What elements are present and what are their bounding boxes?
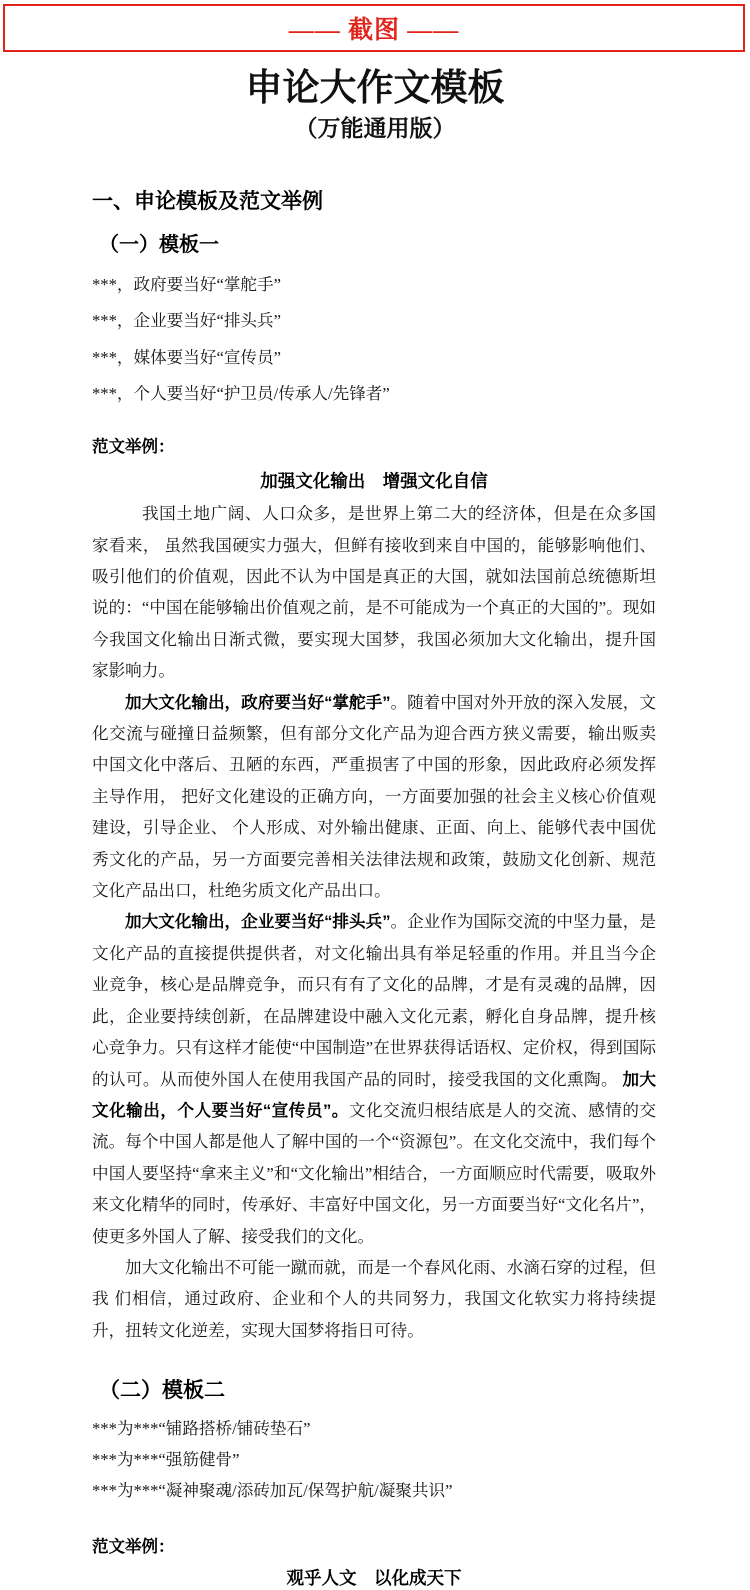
paragraph-bold-lead: 加大文化输出，企业要当好“排头兵” bbox=[125, 912, 391, 932]
doc-body bbox=[0, 188, 750, 1590]
section2-template-lines bbox=[92, 1413, 656, 1506]
paragraph-text: 。企业作为国际交流的中坚力量，是 文化产品的直接提供提供者，对文化输出具有举足轻重的作用。并且当今企业竞争，核心是品牌竞争，而只有有了文化的品牌，才是有灵魂的品牌，因此，企业要持续创新，在品牌建设中融入文化元素，孵化自身品牌，提升核心竞争力。只有这样才能使“中国制造”在世界获得话语权、定价权，得到国际的认可。从而使外国人在使用我国产品的同时，接受我国的文化熏陶。 bbox=[92, 912, 656, 1089]
section1-heading: 一、申论模板及范文举例 bbox=[92, 190, 323, 213]
template-line: ***，企业要当好“排头兵” bbox=[92, 311, 281, 331]
template-line: ***，个人要当好“护卫员/传承人/先锋者” bbox=[92, 383, 390, 403]
template-line: ***，政府要当好“掌舵手” bbox=[92, 275, 281, 294]
paragraph-bold-lead: 加大文化输出，政府要当好“掌舵手” bbox=[125, 692, 391, 712]
section2-heading: （二）模板二 bbox=[99, 1379, 225, 1403]
paragraph-text: 文化交流归根结底是人的交流、感情的交流。每个中国人都是他人了解中国的一个“资源包”。在文化交流中，我们每个中国人要坚持“拿来主义”和“文化输出”相结合，一方面顺应时代需要，吸取外来文化精华的同时，传承好、丰富好中国文化，另一方面要当好“文化名片”，使更多外国人了解、接受我们的文化。 bbox=[92, 1100, 657, 1246]
paragraph-text: 加大文化输出不可能一蹴而就，而是一个春风化雨、水滴石穿的过程，但我 们相信，通过政府、企业和个人的共同努力，我国文化软实力将持续提升，扭转文化逆差，实现大国梦将指日可待。 bbox=[92, 1257, 656, 1340]
section1-example-label: 范文举例： bbox=[92, 438, 175, 457]
doc-title: 申论大作文模板 bbox=[245, 68, 505, 109]
section1-subheading: （一）模板一 bbox=[99, 234, 219, 256]
template-line: ***，媒体要当好“宣传员” bbox=[92, 347, 281, 367]
essay2-title: 观乎人文 以化成天下 bbox=[286, 1568, 462, 1589]
essay-paragraph bbox=[92, 906, 656, 1251]
essay1-title: 加强文化输出 增强文化自信 bbox=[260, 471, 488, 492]
template-line: ***为***“强筋健骨” bbox=[92, 1450, 240, 1470]
template-line: ***为***“凝神聚魂/添砖加瓦/保驾护航/凝聚共识” bbox=[92, 1481, 453, 1501]
banner-label: —— 截图 —— bbox=[288, 17, 460, 44]
section1-template-lines bbox=[92, 267, 656, 412]
essay-paragraph bbox=[92, 1252, 656, 1346]
doc-subtitle: （万能通用版） bbox=[294, 116, 456, 141]
paragraph-bold-lead: 加大文化输出，个人要当好“宣传员”。 bbox=[92, 1069, 656, 1120]
screenshot-banner bbox=[3, 4, 745, 52]
template-line: ***为***“铺路搭桥/铺砖垫石” bbox=[92, 1419, 311, 1439]
essay-paragraph bbox=[92, 687, 656, 907]
paragraph-text: 我国土地广阔、人口众多，是世界上第二大的经济体，但是在众多国家看来， 虽然我国硬实力强大，但鲜有接收到来自中国的，能够影响他们、吸引他们的价值观，因此不认为中国是真正的大国，就如法国前总统德斯坦说的：“中国在能够输出价值观之前，是不可能成为一个真正的大国的”。现如今我国文化输出日渐式微，要实现大国梦，我国必须加大文化输出，提升国家影响力。 bbox=[92, 504, 656, 681]
section2-example-label: 范文举例： bbox=[92, 1538, 175, 1557]
essay-paragraph bbox=[92, 498, 656, 686]
paragraph-text: 。随着中国对外开放的深入发展，文 化交流与碰撞日益频繁，但有部分文化产品为迎合西方狭义需要，输出贩卖中国文化中落后、丑陋的东西，严重损害了中国的形象，因此政府必须发挥主导作用， 把好文化建设的正确方向，一方面要加强的社会主义核心价值观建设，引导企业、 个人形成、对外输出健康、正面、向上、能够代表中国优秀文化的产品，另一方面要完善相关法律法规和政策，鼓励文化创新、规范文化产品出口，杜绝劣质文化产品出口。 bbox=[92, 692, 656, 901]
